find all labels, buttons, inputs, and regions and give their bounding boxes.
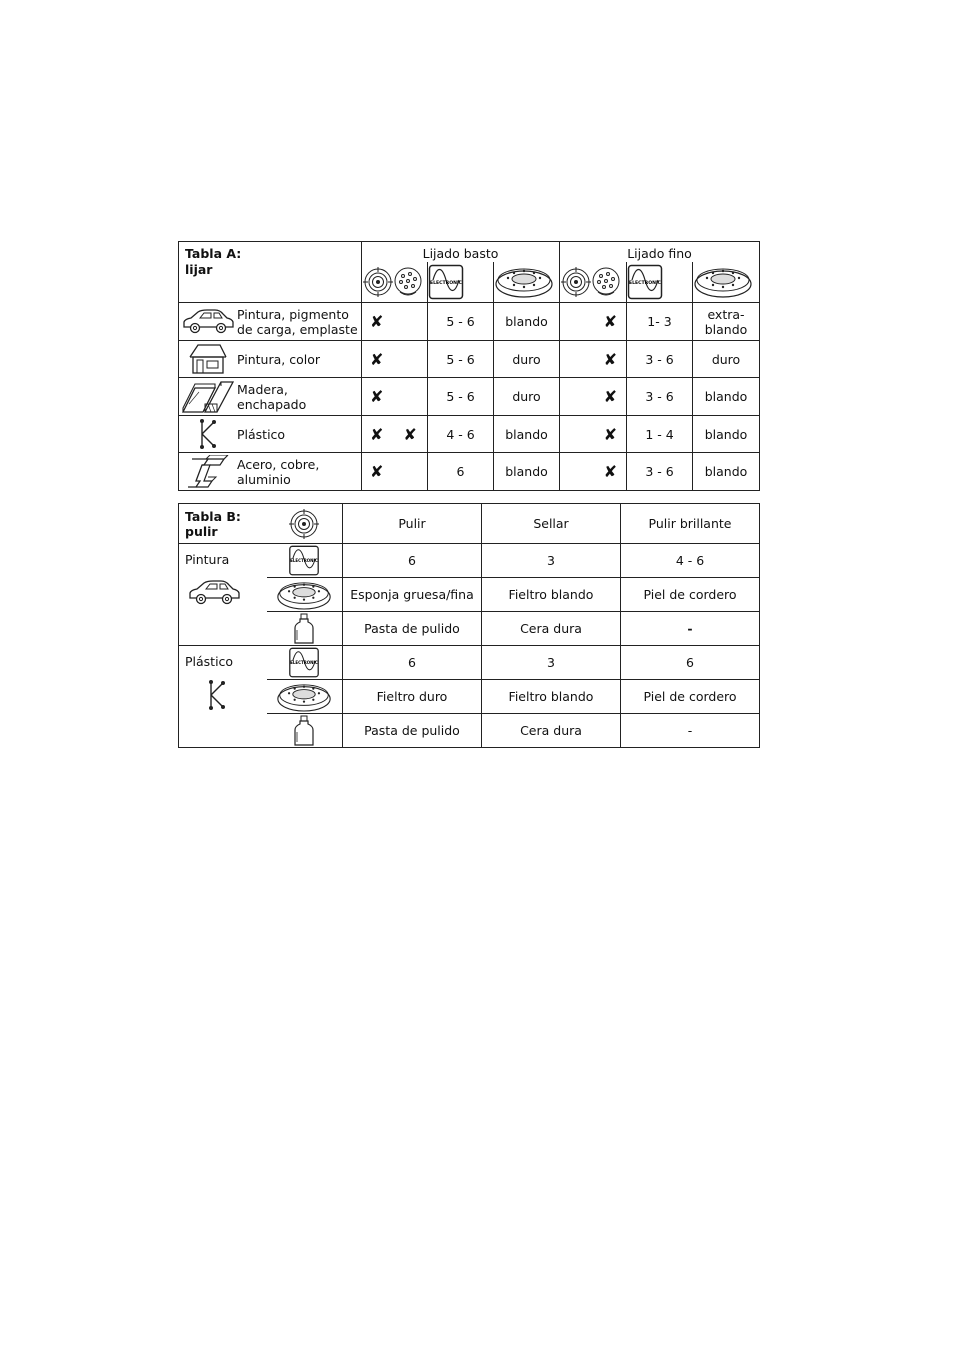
speed-seal: 3	[482, 544, 621, 578]
agent-gloss: -	[621, 612, 760, 646]
electronic-speed-icon	[428, 264, 464, 300]
material-cell	[179, 453, 362, 491]
fine-pad: duro	[693, 341, 760, 378]
coarse-pad: blando	[494, 453, 560, 491]
column-header-gloss: Pulir brillante	[621, 504, 760, 544]
cross-mark: ✘	[603, 312, 617, 331]
table-a-title	[179, 242, 362, 303]
agent-seal: Cera dura	[482, 714, 621, 748]
cross-mark: ✘	[603, 387, 617, 406]
car-icon	[187, 579, 241, 607]
cross-mark: ✘	[370, 349, 384, 369]
fine-speed: 1- 3	[627, 303, 693, 341]
material-group-paint	[179, 544, 267, 646]
polish-bottle-icon	[293, 613, 315, 645]
table-row	[179, 341, 760, 378]
table-row	[179, 714, 760, 748]
table-a-sanding	[178, 241, 760, 491]
coarse-pad: duro	[494, 341, 560, 378]
table-row	[179, 646, 760, 680]
pad-seal: Fieltro blando	[482, 578, 621, 612]
wood-icon	[181, 380, 235, 414]
coarse-pad: blando	[494, 303, 560, 341]
table-b-title-line2: pulir	[185, 523, 218, 539]
electronic-speed-icon-fine	[627, 262, 693, 303]
material-label: Plástico	[237, 426, 286, 442]
sanding-pad-icon	[693, 265, 753, 299]
cross-mark: ✘	[370, 312, 384, 331]
agent-seal: Cera dura	[482, 612, 621, 646]
coarse-speed: 5 - 6	[428, 341, 494, 378]
fine-speed: 3 - 6	[627, 453, 693, 491]
table-row	[179, 612, 760, 646]
fine-orbit-cell	[560, 416, 627, 453]
speed-icon-cell	[267, 544, 343, 578]
cross-mark: ✘	[370, 462, 384, 481]
speed-seal: 3	[482, 646, 621, 680]
group-coarse-sanding: Lijado basto	[362, 242, 560, 263]
fine-speed: 3 - 6	[627, 341, 693, 378]
polishing-pad-icon	[276, 579, 332, 611]
electronic-label: ELECTRONIC	[290, 558, 319, 564]
fine-orbit-cell	[560, 378, 627, 416]
agent-polish: Pasta de pulido	[343, 714, 482, 748]
material-group-plastic	[179, 646, 267, 748]
table-b-title	[179, 504, 267, 544]
speed-icon-cell	[267, 646, 343, 680]
cross-mark: ✘	[370, 387, 384, 406]
table-a-title-line1: Tabla A:	[185, 246, 242, 261]
coarse-orbit-cell	[362, 378, 428, 416]
material-label: Pintura, color	[237, 351, 321, 367]
coarse-orbit-cell	[362, 416, 428, 453]
pad-icon-cell	[267, 578, 343, 612]
fine-pad: blando	[693, 416, 760, 453]
pad-seal: Fieltro blando	[482, 680, 621, 714]
orbit-modes-icon	[362, 265, 424, 299]
fine-speed: 3 - 6	[627, 378, 693, 416]
coarse-orbit-cell	[362, 341, 428, 378]
fine-speed: 1 - 4	[627, 416, 693, 453]
fine-pad: blando	[693, 378, 760, 416]
material-label: Pintura	[185, 552, 230, 567]
coarse-orbit-cell	[362, 303, 428, 341]
polish-bottle-icon	[293, 715, 315, 747]
table-a-title-line2: lijar	[185, 262, 213, 277]
steel-beam-icon	[186, 455, 230, 489]
table-row	[179, 680, 760, 714]
table-row	[179, 378, 760, 416]
cross-mark: ✘	[603, 424, 617, 444]
car-icon	[181, 307, 235, 337]
agent-gloss: -	[621, 714, 760, 748]
pad-gloss: Piel de cordero	[621, 578, 760, 612]
sanding-pad-icon-fine	[693, 262, 760, 303]
electronic-speed-icon	[288, 647, 320, 678]
fine-orbit-cell	[560, 303, 627, 341]
orbit-mode-icons-fine	[560, 262, 627, 303]
table-row	[179, 303, 760, 341]
plastic-molecule-icon	[205, 679, 229, 711]
sanding-pad-icon-coarse	[494, 262, 560, 303]
table-row	[179, 544, 760, 578]
cross-mark: ✘	[603, 349, 617, 369]
table-row	[179, 416, 760, 453]
table-b-polishing	[178, 503, 760, 748]
orbit-icon-cell	[267, 504, 343, 544]
pad-polish: Esponja gruesa/fina	[343, 578, 482, 612]
table-b-title-line1: Tabla B:	[185, 508, 241, 524]
table-row	[179, 578, 760, 612]
fine-orbit-cell	[560, 341, 627, 378]
pad-icon-cell	[267, 680, 343, 714]
speed-polish: 6	[343, 646, 482, 680]
cross-mark: ✘	[403, 424, 417, 444]
coarse-speed: 5 - 6	[428, 378, 494, 416]
electronic-speed-icon-coarse	[428, 262, 494, 303]
plastic-molecule-icon	[196, 418, 220, 450]
speed-polish: 6	[343, 544, 482, 578]
table-row	[179, 453, 760, 491]
electronic-speed-icon	[627, 264, 663, 300]
speed-gloss: 4 - 6	[621, 544, 760, 578]
material-label: Pintura, pigmento de carga, emplaste	[237, 306, 358, 337]
orbit-mode-icon	[289, 509, 319, 539]
fine-pad: blando	[693, 453, 760, 491]
table-header-row	[179, 504, 760, 544]
sanding-pad-icon	[494, 265, 554, 299]
electronic-label: ELECTRONIC	[628, 281, 662, 286]
orbit-mode-icons-coarse	[362, 262, 428, 303]
pad-polish: Fieltro duro	[343, 680, 482, 714]
electronic-label: ELECTRONIC	[429, 281, 463, 286]
material-cell	[179, 416, 362, 453]
material-cell	[179, 378, 362, 416]
cross-mark: ✘	[370, 424, 384, 444]
coarse-pad: duro	[494, 378, 560, 416]
agent-polish: Pasta de pulido	[343, 612, 482, 646]
material-label: Madera, enchapado	[237, 381, 307, 412]
electronic-speed-icon	[288, 545, 320, 576]
house-icon	[188, 343, 228, 375]
coarse-speed: 4 - 6	[428, 416, 494, 453]
column-header-polish: Pulir	[343, 504, 482, 544]
fine-orbit-cell	[560, 453, 627, 491]
group-fine-sanding: Lijado fino	[560, 242, 760, 263]
coarse-speed: 5 - 6	[428, 303, 494, 341]
coarse-speed: 6	[428, 453, 494, 491]
pad-gloss: Piel de cordero	[621, 680, 760, 714]
bottle-icon-cell	[267, 714, 343, 748]
coarse-pad: blando	[494, 416, 560, 453]
speed-gloss: 6	[621, 646, 760, 680]
orbit-modes-icon	[560, 265, 622, 299]
electronic-label: ELECTRONIC	[290, 660, 319, 666]
material-label: Plástico	[185, 654, 234, 669]
column-header-seal: Sellar	[482, 504, 621, 544]
bottle-icon-cell	[267, 612, 343, 646]
material-cell	[179, 303, 362, 341]
coarse-orbit-cell	[362, 453, 428, 491]
fine-pad: extra-blando	[693, 303, 760, 341]
cross-mark: ✘	[603, 462, 617, 481]
polishing-pad-icon	[276, 681, 332, 713]
material-label: Acero, cobre, aluminio	[237, 456, 320, 487]
material-cell	[179, 341, 362, 378]
